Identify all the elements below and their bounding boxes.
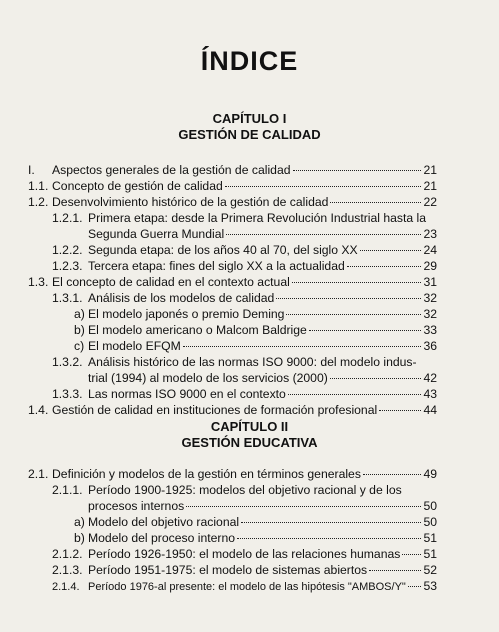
- toc-entry-continuation[interactable]: [88, 226, 437, 242]
- dot-leader: [309, 330, 422, 331]
- toc-entry[interactable]: [52, 386, 437, 402]
- entry-text: Las normas ISO 9000 en el contexto: [88, 387, 286, 401]
- toc-entry[interactable]: [52, 354, 417, 370]
- entry-number: 1.3.2.: [52, 355, 83, 369]
- toc-entry-continuation[interactable]: [88, 370, 437, 386]
- dot-leader: [330, 378, 422, 379]
- dot-leader: [379, 410, 421, 411]
- dot-leader: [360, 250, 422, 251]
- entry-page: 22: [423, 195, 437, 209]
- chapter-1-name: GESTIÓN DE CALIDAD: [178, 127, 321, 142]
- toc-entry[interactable]: [74, 514, 437, 530]
- toc-entry[interactable]: [28, 162, 437, 178]
- entry-number: 1.3.3.: [52, 387, 83, 401]
- chapter-1-label: CAPÍTULO I: [212, 111, 287, 126]
- page-title: ÍNDICE: [200, 46, 299, 76]
- entry-page: 42: [423, 371, 437, 385]
- entry-number: 1.2.1.: [52, 211, 83, 225]
- entry-text: Período 1976-al presente: el modelo de las hipótesis "AMBOS/Y": [88, 581, 406, 593]
- entry-text: Modelo del proceso interno: [88, 531, 236, 545]
- toc-entry[interactable]: [28, 466, 437, 482]
- entry-page: 52: [423, 563, 437, 577]
- entry-text: Aspectos generales de la gestión de calidad: [52, 163, 291, 177]
- entry-text: Período 1926-1950: el modelo de las relaciones humanas: [88, 547, 401, 561]
- entry-number: 2.1.4.: [52, 581, 80, 593]
- entry-text: El concepto de calidad en el contexto actual: [52, 275, 290, 289]
- chapter-2-name: GESTIÓN EDUCATIVA: [181, 435, 318, 450]
- entry-text: trial (1994) al modelo de los servicios (2000): [88, 371, 328, 385]
- entry-number: c): [74, 339, 85, 353]
- entry-number: 1.3.1.: [52, 291, 83, 305]
- toc-entry[interactable]: [52, 258, 437, 274]
- dot-leader: [286, 314, 421, 315]
- entry-number: b): [74, 531, 85, 545]
- entry-text: Desenvolvimiento histórico de la gestión de calidad: [52, 195, 329, 209]
- toc-entry[interactable]: [28, 194, 437, 210]
- toc-entry[interactable]: [28, 178, 437, 194]
- dot-leader: [292, 282, 422, 283]
- toc-entry[interactable]: [74, 530, 437, 546]
- entry-page: 43: [423, 387, 437, 401]
- entry-text: El modelo americano o Malcom Baldrige: [88, 323, 307, 337]
- entry-number: a): [74, 515, 85, 529]
- toc-entry[interactable]: [28, 402, 437, 418]
- entry-text: Gestión de calidad en instituciones de formación profesional: [52, 403, 378, 417]
- dot-leader: [330, 202, 421, 203]
- entry-page: 31: [423, 275, 437, 289]
- entry-number: a): [74, 307, 85, 321]
- entry-text: Tercera etapa: fines del siglo XX a la actualidad: [88, 259, 345, 273]
- entry-text: Análisis histórico de las normas ISO 9000: del modelo indus-: [88, 355, 417, 369]
- toc-entry[interactable]: [28, 274, 437, 290]
- entry-page: 53: [423, 579, 437, 593]
- entry-page: 49: [423, 467, 437, 481]
- entry-page: 32: [423, 291, 437, 305]
- toc-entry[interactable]: [74, 322, 437, 338]
- entry-page: 24: [423, 243, 437, 257]
- entry-text: Definición y modelos de la gestión en términos generales: [52, 467, 361, 481]
- entry-number: 2.1.2.: [52, 547, 83, 561]
- entry-page: 32: [423, 307, 437, 321]
- dot-leader: [225, 186, 422, 187]
- chapter-2-label: CAPÍTULO II: [210, 419, 289, 434]
- entry-page: 50: [423, 499, 437, 513]
- entry-text: Segunda Guerra Mundial: [88, 227, 225, 241]
- dot-leader: [369, 570, 421, 571]
- toc-entry[interactable]: [52, 546, 437, 562]
- toc-entry[interactable]: [52, 482, 402, 498]
- entry-text: Modelo del objetivo racional: [88, 515, 240, 529]
- entry-number: 1.2.: [28, 195, 49, 209]
- toc-entry[interactable]: [74, 338, 437, 354]
- entry-text: Período 1900-1925: modelos del objetivo racional y de los: [88, 483, 402, 497]
- dot-leader: [288, 394, 422, 395]
- entry-page: 36: [423, 339, 437, 353]
- entry-number: 1.2.3.: [52, 259, 83, 273]
- dot-leader: [363, 474, 422, 475]
- dot-leader: [408, 586, 422, 587]
- entry-page: 51: [423, 547, 437, 561]
- toc-entry[interactable]: [52, 242, 437, 258]
- entry-page: 51: [423, 531, 437, 545]
- entry-number: 2.1.3.: [52, 563, 83, 577]
- dot-leader: [183, 346, 422, 347]
- entry-text: El modelo japonés o premio Deming: [88, 307, 285, 321]
- entry-number: b): [74, 323, 85, 337]
- entry-number: 2.1.1.: [52, 483, 83, 497]
- dot-leader: [347, 266, 422, 267]
- dot-leader: [276, 298, 421, 299]
- dot-leader: [241, 522, 421, 523]
- entry-text: Período 1951-1975: el modelo de sistemas abiertos: [88, 563, 368, 577]
- entry-page: 21: [423, 163, 437, 177]
- toc-entry[interactable]: [52, 210, 426, 226]
- entry-text: procesos internos: [88, 499, 185, 513]
- toc-entry[interactable]: [52, 290, 437, 306]
- entry-page: 44: [423, 403, 437, 417]
- entry-page: 21: [423, 179, 437, 193]
- entry-number: 1.2.2.: [52, 243, 83, 257]
- entry-text: Segunda etapa: de los años 40 al 70, del siglo XX: [88, 243, 358, 257]
- entry-text: Concepto de gestión de calidad: [52, 179, 223, 193]
- entry-number: 2.1.: [28, 467, 49, 481]
- dot-leader: [402, 554, 421, 555]
- entry-number: 1.3.: [28, 275, 49, 289]
- entry-number: 1.1.: [28, 179, 49, 193]
- entry-text: Primera etapa: desde la Primera Revolución Industrial hasta la: [88, 211, 427, 225]
- entry-number: 1.4.: [28, 403, 49, 417]
- entry-page: 23: [423, 227, 437, 241]
- dot-leader: [226, 234, 421, 235]
- toc-entry[interactable]: [52, 578, 437, 595]
- entry-text: El modelo EFQM: [88, 339, 181, 353]
- entry-text: Análisis de los modelos de calidad: [88, 291, 275, 305]
- entry-page: 29: [423, 259, 437, 273]
- toc-entry-continuation[interactable]: [88, 498, 437, 514]
- entry-number: I.: [28, 163, 35, 177]
- dot-leader: [237, 538, 421, 539]
- dot-leader: [293, 170, 422, 171]
- dot-leader: [186, 506, 421, 507]
- entry-page: 33: [423, 323, 437, 337]
- toc-entry[interactable]: [52, 562, 437, 578]
- toc-entry[interactable]: [74, 306, 437, 322]
- entry-page: 50: [423, 515, 437, 529]
